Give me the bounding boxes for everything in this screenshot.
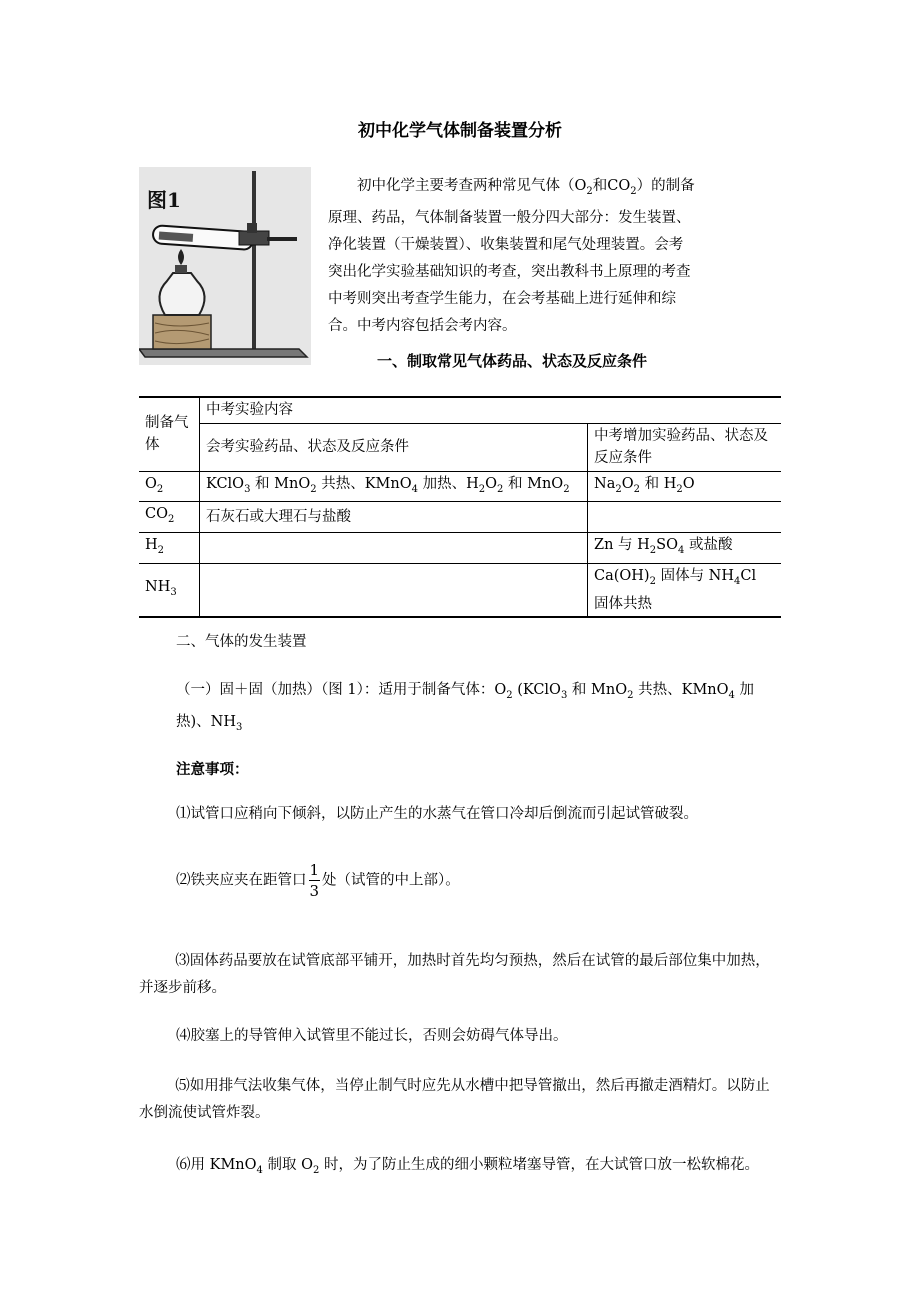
row-header-cell: 制备气体 [139,397,200,471]
h2-col-b: Zn 与 $H_2SO_4$ 或盐酸 [588,533,782,564]
note-6: ⑹用 KMnO$_4$ 制取 $O_2$ 时，为了防止生成的细小颗粒堵塞导管，在大试管口放一松软棉花。 [176,1157,759,1176]
o2-col-b: $Na_2O_2$ 和 $H_2O$ [588,471,782,502]
figure-1-apparatus-image [139,167,311,365]
note-5: ⑸如用排气法收集气体，当停止制气时应先从水槽中把导管撤出，然后再撤走酒精灯。以防止水倒流使试管炸裂。 [139,1078,770,1121]
h2-col-a [200,533,588,564]
sub-section-1-paragraph: （一）固＋固（加热）（图 1）：适用于制备气体：$O_2$ (KClO$_3$ 和 MnO$_2$ 共热、KMnO$_4$ 加热)、$NH_3$ [176,682,754,733]
co2-col-b [588,502,782,533]
fraction-one-third: $\frac{1}{3}$ [309,861,320,900]
col-group-header: 中考实验内容 [200,397,782,423]
lamp-wick-holder [175,265,187,273]
table-row-o2 [139,471,781,502]
nh3-col-b: $Ca(OH)_2$ 固体与 $NH_4Cl$ 固体共热 [588,564,782,617]
note-4: ⑷胶塞上的导管伸入试管里不能过长，否则会妨碍气体导出。 [176,1028,568,1044]
intro-paragraph: 初中化学主要考查两种常见气体（$O_2$和$CO_2$）的制备原理、药品，气体制备装置一般分四大部分：发生装置、净化装置（干燥装置）、收集装置和尾气处理装置。会考突出化学实验基础知识的考查，突出教科书上原理的考查中考则突出考查学生能力，在会考基础上进行延伸和综合。中考内容包括会考内容。 [328,178,695,334]
stand-rod [252,171,256,349]
co2-col-a: 石灰石或大理石与盐酸 [200,502,588,533]
gas-label-o2: $O_2$ [139,471,200,502]
figure-label: 图1 [147,188,181,212]
o2-col-a: KClO$_3$ 和 MnO$_2$ 共热、KMnO$_4$ 加热、$H_2O_2$ 和 MnO$_2$ [200,471,588,502]
page-title: 初中化学气体制备装置分析 [358,121,562,141]
clamp [239,231,269,245]
col-b-header: 中考增加实验药品、状态及反应条件 [588,423,782,471]
gas-preparation-table [139,396,781,618]
nh3-col-a [200,564,588,617]
note-2: ⑵铁夹应夹在距管口 $\frac{1}{3}$ 处（试管的中上部）。 [176,861,460,900]
table-row-nh3 [139,564,781,617]
section-2-heading: 二、气体的发生装置 [176,634,307,650]
note-1: ⑴试管口应稍向下倾斜，以防止产生的水蒸气在管口冷却后倒流而引起试管破裂。 [176,806,698,822]
section-1-heading: 一、制取常见气体药品、状态及反应条件 [376,352,647,370]
stand-base [139,349,307,357]
gas-label-h2: $H_2$ [139,533,200,564]
gas-label-nh3: $NH_3$ [139,564,200,617]
note-3: ⑶固体药品要放在试管底部平铺开，加热时首先均匀预热，然后在试管的最后部位集中加热，并逐步前移。 [139,953,770,996]
gas-label-co2: $CO_2$ [139,502,200,533]
delivery-tube [267,237,297,241]
col-a-header: 会考实验药品、状态及反应条件 [200,423,588,471]
table-row-co2 [139,502,781,533]
notes-heading: 注意事项： [176,761,249,778]
table-row-h2 [139,533,781,564]
